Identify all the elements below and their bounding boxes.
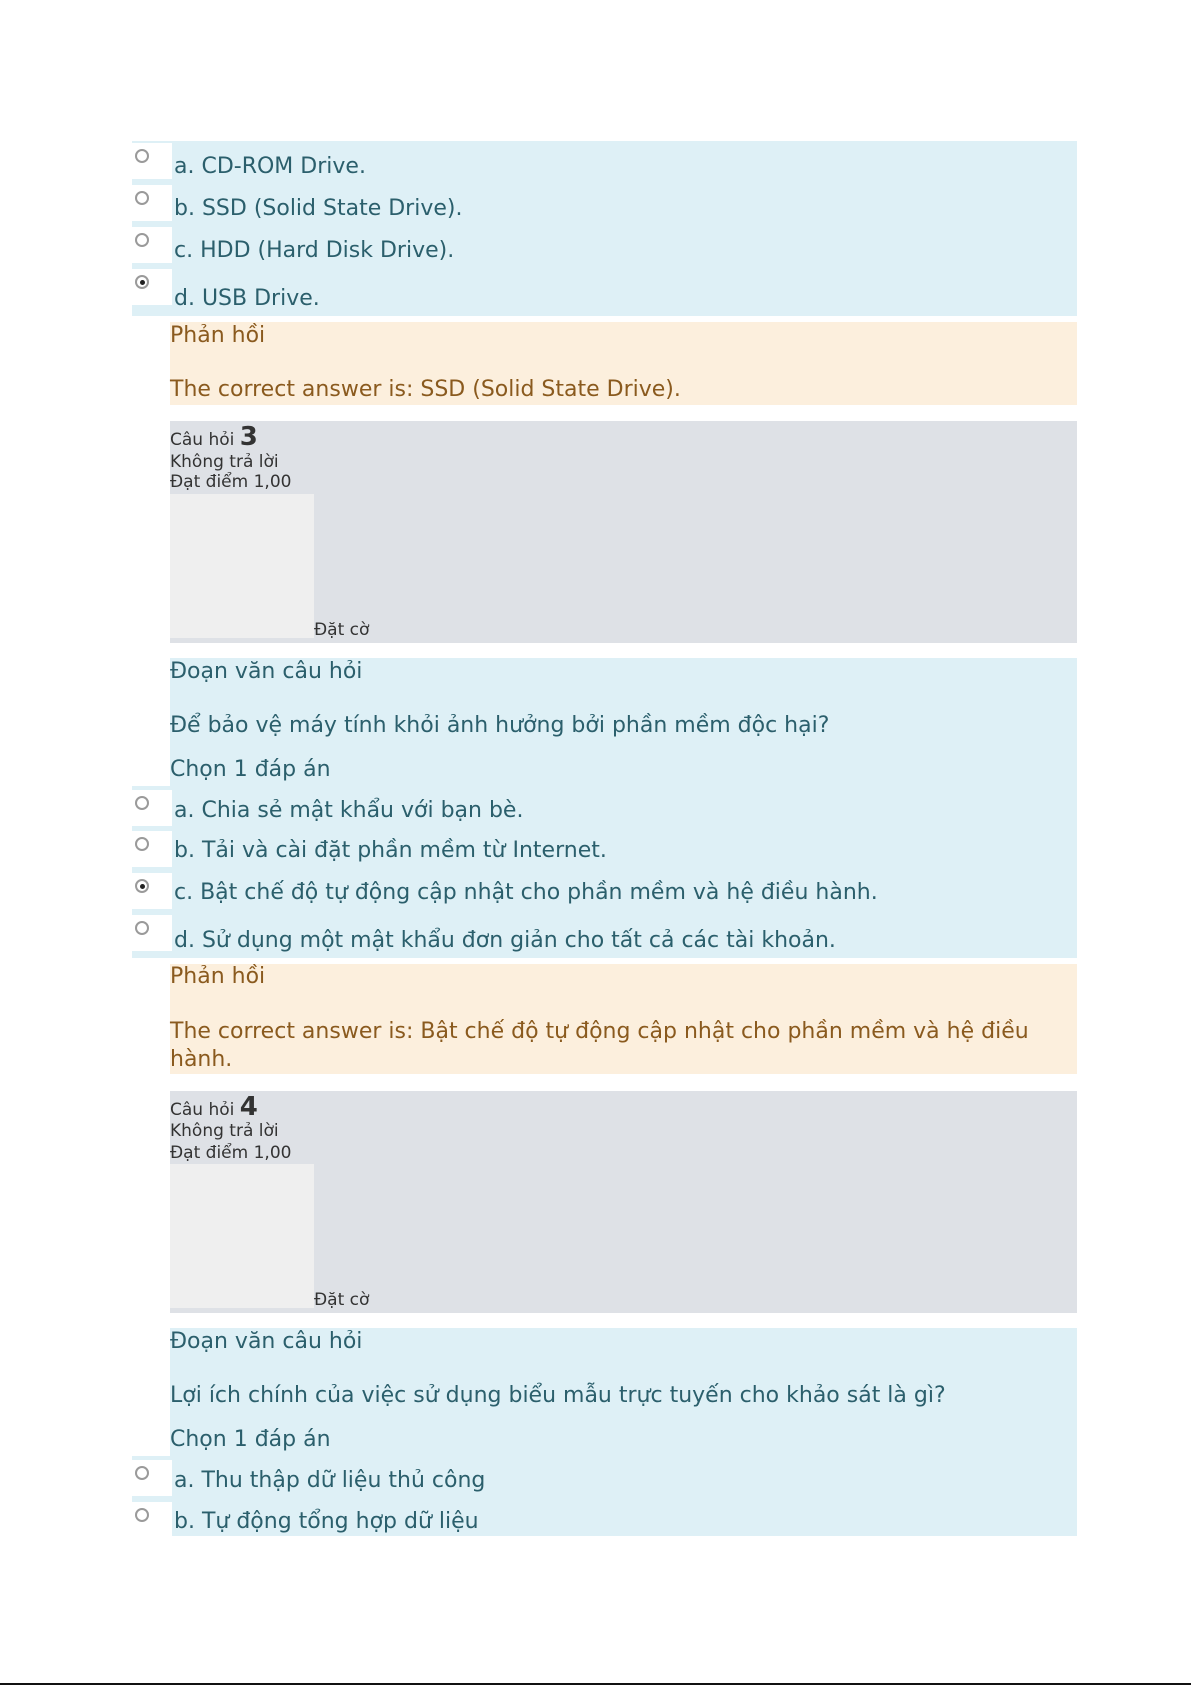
q2-option-c-radio[interactable]: [135, 233, 149, 247]
q3-status: Không trả lời: [170, 452, 279, 472]
q3-option-a-radio[interactable]: [135, 796, 149, 810]
q2-option-c-label[interactable]: c. HDD (Hard Disk Drive).: [174, 238, 455, 263]
q4-number-line: [170, 1092, 258, 1122]
q2-option-a-label[interactable]: a. CD-ROM Drive.: [174, 154, 366, 179]
q2-option-a-radio-cell: [132, 143, 172, 179]
q3-option-a-radio-cell: [132, 790, 172, 826]
q2-option-d-radio-cell: [132, 269, 172, 305]
q4-flag-button[interactable]: Đặt cờ: [314, 1290, 370, 1310]
q4-option-a-label[interactable]: a. Thu thập dữ liệu thủ công: [174, 1468, 486, 1493]
q3-option-d-radio[interactable]: [135, 921, 149, 935]
q3-option-d-radio-cell: [132, 915, 172, 951]
q3-label-prefix: Câu hỏi: [170, 430, 235, 450]
q4-option-b-radio[interactable]: [135, 1508, 149, 1522]
q3-points: Đạt điểm 1,00: [170, 472, 292, 492]
q2-feedback-title: Phản hồi: [170, 323, 266, 348]
q4-flag-box: [170, 1164, 314, 1308]
q4-option-b-radio-cell: [132, 1502, 172, 1538]
q3-option-b-label[interactable]: b. Tải và cài đặt phần mềm từ Internet.: [174, 838, 607, 863]
q4-label-prefix: Câu hỏi: [170, 1100, 235, 1120]
q2-option-d-radio[interactable]: [135, 275, 149, 289]
q2-option-b-radio-cell: [132, 185, 172, 221]
q4-prompt: Chọn 1 đáp án: [170, 1427, 331, 1452]
q2-option-c-radio-cell: [132, 227, 172, 263]
q3-feedback-text: The correct answer is: Bật chế độ tự động cập nhật cho phần mềm và hệ điều hành.: [170, 1019, 1029, 1072]
q3-section-title: Đoạn văn câu hỏi: [170, 659, 363, 684]
q3-number-line: [170, 422, 258, 452]
q2-option-b-radio[interactable]: [135, 191, 149, 205]
q4-points: Đạt điểm 1,00: [170, 1143, 292, 1163]
q4-option-a-radio-cell: [132, 1460, 172, 1496]
q4-question-text: Lợi ích chính của việc sử dụng biểu mẫu trực tuyến cho khảo sát là gì?: [170, 1383, 946, 1408]
q4-option-a-radio[interactable]: [135, 1466, 149, 1480]
q3-question-text: Để bảo vệ máy tính khỏi ảnh hưởng bởi phần mềm độc hại?: [170, 713, 830, 738]
q3-flag-button[interactable]: Đặt cờ: [314, 620, 370, 640]
q4-option-b-label[interactable]: b. Tự động tổng hợp dữ liệu: [174, 1509, 479, 1534]
q3-option-b-radio[interactable]: [135, 837, 149, 851]
q4-status: Không trả lời: [170, 1121, 279, 1141]
q3-feedback-title: Phản hồi: [170, 964, 266, 989]
q3-option-c-radio-cell: [132, 873, 172, 909]
q2-option-a-radio[interactable]: [135, 149, 149, 163]
q3-option-a-label[interactable]: a. Chia sẻ mật khẩu với bạn bè.: [174, 798, 524, 823]
q2-option-d-label[interactable]: d. USB Drive.: [174, 286, 320, 311]
q2-feedback-text: The correct answer is: SSD (Solid State Drive).: [170, 377, 681, 402]
q3-option-b-radio-cell: [132, 831, 172, 867]
q4-section-title: Đoạn văn câu hỏi: [170, 1329, 363, 1354]
q3-prompt: Chọn 1 đáp án: [170, 757, 331, 782]
q3-option-c-radio[interactable]: [135, 879, 149, 893]
q3-option-c-label[interactable]: c. Bật chế độ tự động cập nhật cho phần mềm và hệ điều hành.: [174, 880, 878, 905]
q3-option-d-label[interactable]: d. Sử dụng một mật khẩu đơn giản cho tất cả các tài khoản.: [174, 928, 836, 953]
q3-flag-box: [170, 494, 314, 638]
q4-number: 4: [239, 1092, 258, 1122]
q3-number: 3: [239, 422, 258, 452]
q2-option-b-label[interactable]: b. SSD (Solid State Drive).: [174, 196, 463, 221]
